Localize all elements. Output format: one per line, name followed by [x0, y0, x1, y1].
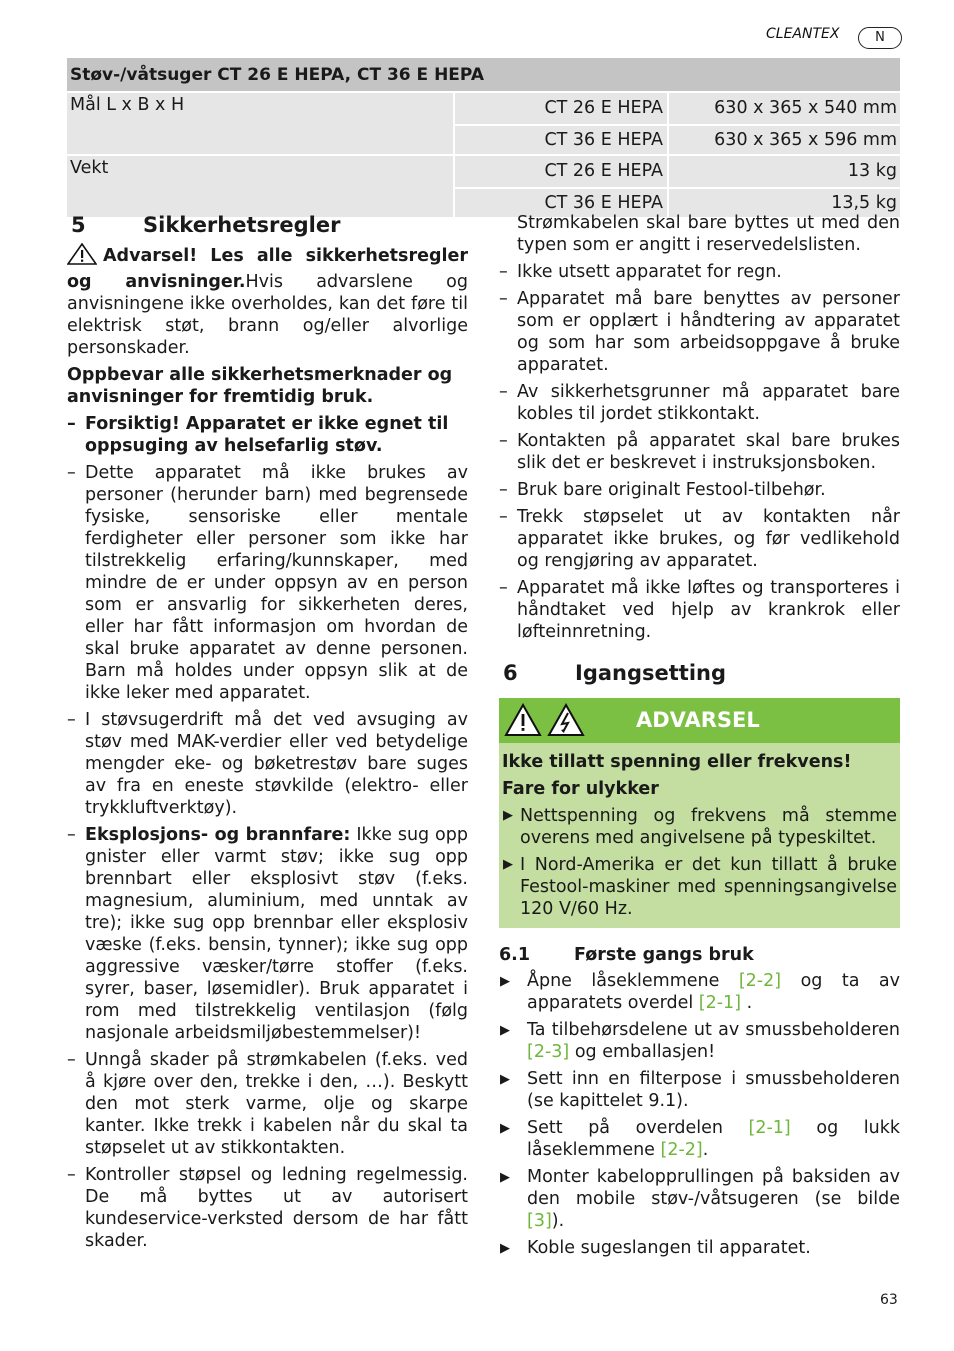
- warning-line: Fare for ulykker: [502, 779, 659, 799]
- list-item: ▶ I Nord-Amerika er det kun tillatt å bruke Festool-maskiner med spenningsangivelse 120 V/60 Hz.: [503, 855, 897, 919]
- warning-header: [499, 698, 900, 743]
- list-item: – Kontakten på apparatet skal bare brukes slik det er beskrevet i instruksjonsboken.: [499, 431, 900, 473]
- table-cell-model: CT 36 E HEPA: [454, 125, 668, 156]
- table-cell-model: CT 26 E HEPA: [454, 155, 668, 188]
- arrow-right-icon: ▶: [500, 1170, 510, 1185]
- subsection-number: 6.1: [499, 945, 531, 965]
- list-item: – Apparatet må ikke løftes og transporteres i håndtaket ved hjelp av krankrok eller løfteinnretning.: [499, 578, 900, 642]
- section-number: 6: [503, 661, 518, 685]
- list-item: ▶ Nettspenning og frekvens må stemme overens med angivelsene på typeskiltet.: [503, 806, 897, 848]
- right-column: [499, 212, 900, 1264]
- section-6-heading: [499, 660, 900, 686]
- arrow-right-icon: ▶: [503, 808, 513, 823]
- list-item: ▶ Åpne låseklemmene [2-2] og ta av apparatets overdel [2-1] .: [500, 971, 901, 1013]
- arrow-right-icon: ▶: [500, 974, 510, 989]
- list-item: – Ikke utsett apparatet for regn.: [499, 262, 782, 282]
- table-title: Støv-/våtsuger CT 26 E HEPA, CT 36 E HEPA: [67, 58, 900, 92]
- subsection-title: Første gangs bruk: [574, 945, 754, 965]
- warning-line: Ikke tillatt spenning eller frekvens!: [502, 752, 852, 772]
- list-item: ▶ Sett inn en filterpose i smussbeholderen (se kapittelet 9.1).: [500, 1069, 900, 1111]
- section-title: Igangsetting: [575, 661, 726, 685]
- section-title: Sikkerhetsregler: [143, 213, 341, 237]
- page-number: 63: [880, 1292, 898, 1308]
- table-row: [67, 125, 900, 156]
- list-item: – Unngå skader på strømkabelen (f.eks. ved å kjøre over den, trekke i den, …). Beskytt den mot sterk varme, olje og skarpe kanter. Ikke trekk i kabelen når du skal ta støpselet ut av stikkontakten.: [67, 1050, 468, 1158]
- section-5-heading: [67, 212, 468, 238]
- table-cell-value: 13,5 kg: [668, 188, 900, 218]
- table-cell-model: CT 36 E HEPA: [454, 188, 668, 218]
- arrow-right-icon: ▶: [500, 1072, 510, 1087]
- list-item: ▶ Sett på overdelen [2-1] og lukk låseklemmene [2-2].: [500, 1118, 900, 1160]
- left-column: [67, 212, 468, 1257]
- list-item: – Dette apparatet må ikke brukes av personer (herunder barn) med begrensede fysiske, sensoriske eller mentale ferdigheter eller personer som ikke har tilstrekkelig erfaring/kunnskaper, med mindre de er under oppsyn av en person som er ansvarlig for sikkerheten deres, eller har fått informasjon om hvordan de skal bruke apparatet av denne personen. Barn må holdes under oppsyn slik at de ikke leker med apparatet.: [67, 463, 468, 703]
- general-warning: [67, 243, 468, 359]
- list-item: ▶ Koble sugeslangen til apparatet.: [500, 1238, 811, 1258]
- list-item: – Forsiktig! Apparatet er ikke egnet til oppsuging av helsefarlig støv.: [67, 414, 449, 456]
- section-number: 5: [71, 213, 86, 237]
- list-item: – Trekk støpselet ut av kontakten når apparatet ikke brukes, og før vedlikehold og rengjøring av apparatet.: [499, 507, 900, 571]
- list-item: – Bruk bare originalt Festool-tilbehør.: [499, 480, 826, 500]
- warning-bold-text: Advarsel! Les alle sikkerhetsregler og anvisninger.: [67, 246, 468, 292]
- table-row: [67, 92, 900, 125]
- spec-table: [67, 58, 900, 217]
- list-item: – Apparatet må bare benyttes av personer som er opplært i håndtering av apparatet og som har som arbeidsoppgave å bruke apparatet.: [499, 289, 900, 375]
- warning-list: [502, 805, 897, 920]
- list-item: – Kontroller støpsel og ledning regelmessig. De må byttes ut av autorisert kundeservice-verksted dersom de har fått skader.: [67, 1165, 468, 1251]
- list-item: – I støvsugerdrift må det ved avsuging av støv med MAK-verdier eller ved betydelige mengder eke- og bøketrestøv bare suges av fra en eneste støvkilde (elektro- eller trykkluftverktøy).: [67, 710, 468, 818]
- table-cell-label: [67, 125, 454, 156]
- language-badge: N: [858, 27, 902, 49]
- warning-triangle-icon: [504, 703, 542, 737]
- table-cell-value: 630 x 365 x 596 mm: [668, 125, 900, 156]
- list-item: ▶ Ta tilbehørsdelene ut av smussbeholderen [2-3] og emballasjen!: [500, 1020, 900, 1062]
- steps-list: [499, 970, 900, 1259]
- table-cell-value: 630 x 365 x 540 mm: [668, 92, 900, 125]
- warning-box: [499, 698, 900, 928]
- warning-text: Hvis advarslene og anvisningene ikke overholdes, kan det føre til elektrisk støt, brann og/eller alvorlige personskader.: [67, 272, 468, 358]
- warning-title: ADVARSEL: [636, 708, 760, 732]
- warning-body: [499, 743, 900, 928]
- arrow-right-icon: ▶: [500, 1121, 510, 1136]
- table-row: [67, 155, 900, 188]
- safety-list-continued: [499, 261, 900, 643]
- list-item: ▶ Monter kabelopprullingen på baksiden av den mobile støv-/våtsugeren (se bilde [3]).: [500, 1167, 900, 1231]
- table-cell-label: Mål L x B x H: [67, 92, 454, 125]
- brand-label: CLEANTEX: [766, 26, 840, 42]
- list-item: – Eksplosjons- og brannfare: Ikke sug opp gnister eller varmt støv; ikke sug opp brennbart eller eksplosivt støv (f.eks. magnesium, aluminium, med unntak av tre); ikke sug opp brennbar eller eksplosiv væske (f.eks. bensin, tynner); ikke sug opp aggressive væsker/tørre stoffer (f.eks. syrer, baser, løsemidler). Bruk apparatet i rom med tilstrekkelig ventilasjon (følg nasjonale arbeidsmiljøbestemmelser)!: [67, 825, 468, 1043]
- list-item: – Av sikkerhetsgrunner må apparatet bare kobles til jordet stikkontakt.: [499, 382, 900, 424]
- subsection-heading: [499, 944, 900, 966]
- continued-text: Strømkabelen skal bare byttes ut med den typen som er angitt i reservedelslisten.: [517, 213, 900, 255]
- warning-triangle-icon: [67, 243, 97, 271]
- table-cell-value: 13 kg: [668, 155, 900, 188]
- arrow-right-icon: ▶: [500, 1023, 510, 1038]
- arrow-right-icon: ▶: [500, 1241, 510, 1256]
- safety-list: [67, 413, 468, 1252]
- electric-hazard-icon: [547, 703, 585, 737]
- table-header-row: [67, 58, 900, 92]
- table-cell-model: CT 26 E HEPA: [454, 92, 668, 125]
- keep-notice: Oppbevar alle sikkerhetsmerknader og anvisninger for fremtidig bruk.: [67, 365, 453, 407]
- table-cell-label: Vekt: [67, 155, 454, 188]
- arrow-right-icon: ▶: [503, 857, 513, 872]
